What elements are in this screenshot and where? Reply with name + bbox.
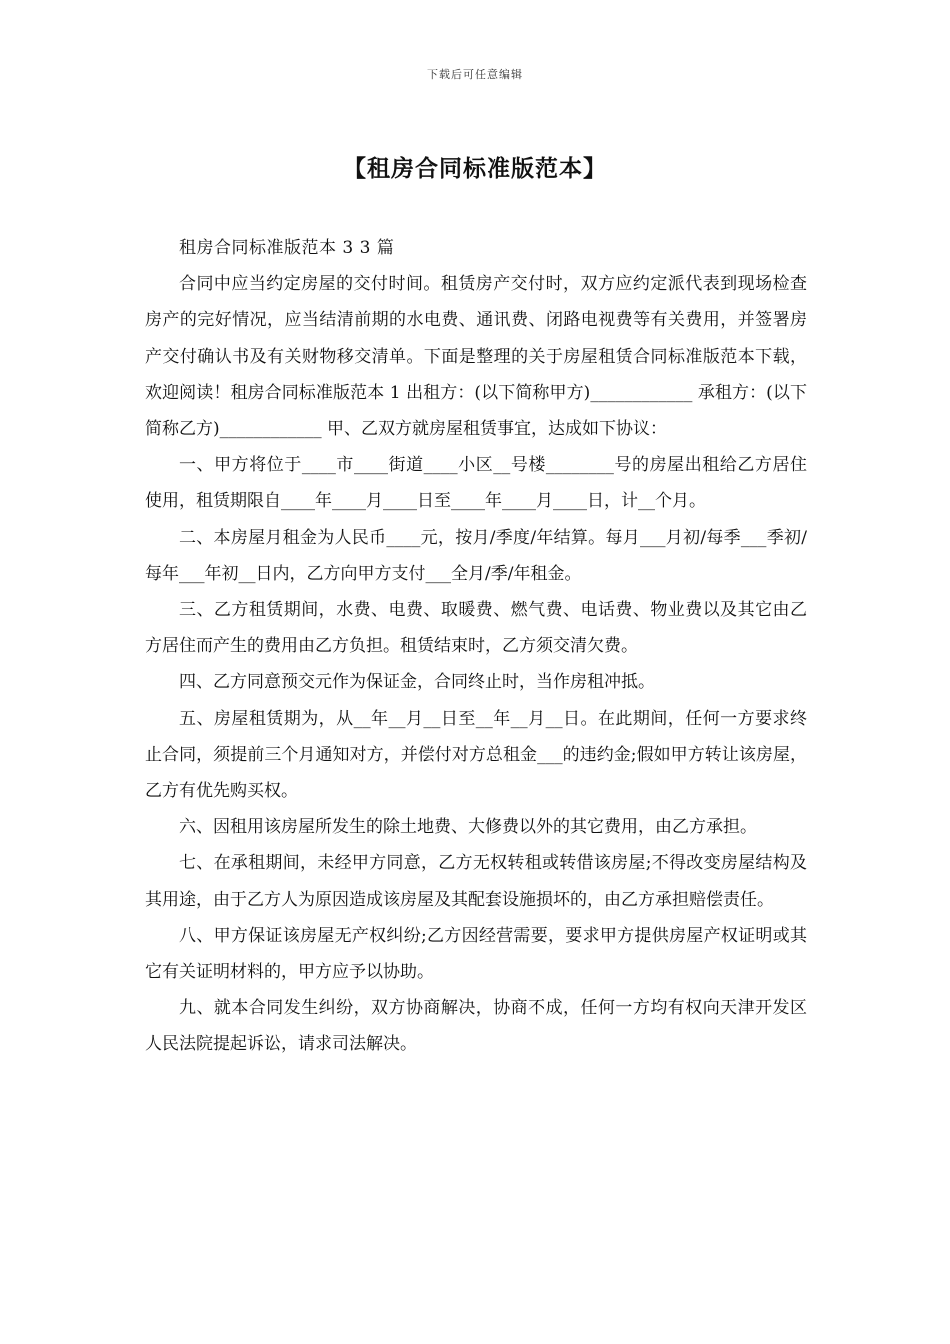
clause-1: 一、甲方将位于____市____街道____小区__号楼________号的房屋出租给乙方居住使用，租赁期限自____年____月____日至____年____月____日，计__个月。	[145, 455, 807, 512]
clause-3: 三、乙方租赁期间，水费、电费、取暖费、燃气费、电话费、物业费以及其它由乙方居住而产生的费用由乙方负担。租赁结束时，乙方须交清欠费。	[145, 600, 807, 657]
document-subtitle: 租房合同标准版范本 3 3 篇	[179, 238, 395, 258]
clause-5: 五、房屋租赁期为，从__年__月__日至__年__月__日。在此期间，任何一方要求终止合同，须提前三个月通知对方，并偿付对方总租金___的违约金;假如甲方转让该房屋，乙方有优先购买权。	[145, 708, 807, 802]
header-note: 下载后可任意编辑	[427, 68, 523, 81]
document-body	[145, 230, 807, 1063]
clause-6: 六、因租用该房屋所发生的除土地费、大修费以外的其它费用，由乙方承担。	[179, 817, 757, 838]
clause-7: 七、在承租期间，未经甲方同意，乙方无权转租或转借该房屋;不得改变房屋结构及其用途，由于乙方人为原因造成该房屋及其配套设施损坏的，由乙方承担赔偿责任。	[145, 853, 807, 910]
clause-2: 二、本房屋月租金为人民币____元，按月/季度/年结算。每月___月初/每季___季初/每年___年初__日内，乙方向甲方支付___全月/季/年租金。	[145, 527, 807, 584]
intro-paragraph: 合同中应当约定房屋的交付时间。租赁房产交付时，双方应约定派代表到现场检查房产的完好情况，应当结清前期的水电费、通讯费、闭路电视费等有关费用，并签署房产交付确认书及有关财物移交清单。下面是整理的关于房屋租赁合同标准版范本下载，欢迎阅读！租房合同标准版范本 1 出租方：(以下简称甲方)____________ 承租方：(以下简称乙方)____________ 甲、乙双方就房屋租赁事宜，达成如下协议：	[145, 274, 807, 440]
clause-8: 八、甲方保证该房屋无产权纠纷;乙方因经营需要，要求甲方提供房屋产权证明或其它有关证明材料的，甲方应予以协助。	[145, 925, 807, 983]
clause-4: 四、乙方同意预交元作为保证金，合同终止时，当作房租冲抵。	[179, 672, 655, 693]
clause-9: 九、就本合同发生纠纷，双方协商解决，协商不成，任何一方均有权向天津开发区人民法院提起诉讼，请求司法解决。	[145, 998, 807, 1055]
document-title: 【租房合同标准版范本】	[343, 155, 607, 182]
